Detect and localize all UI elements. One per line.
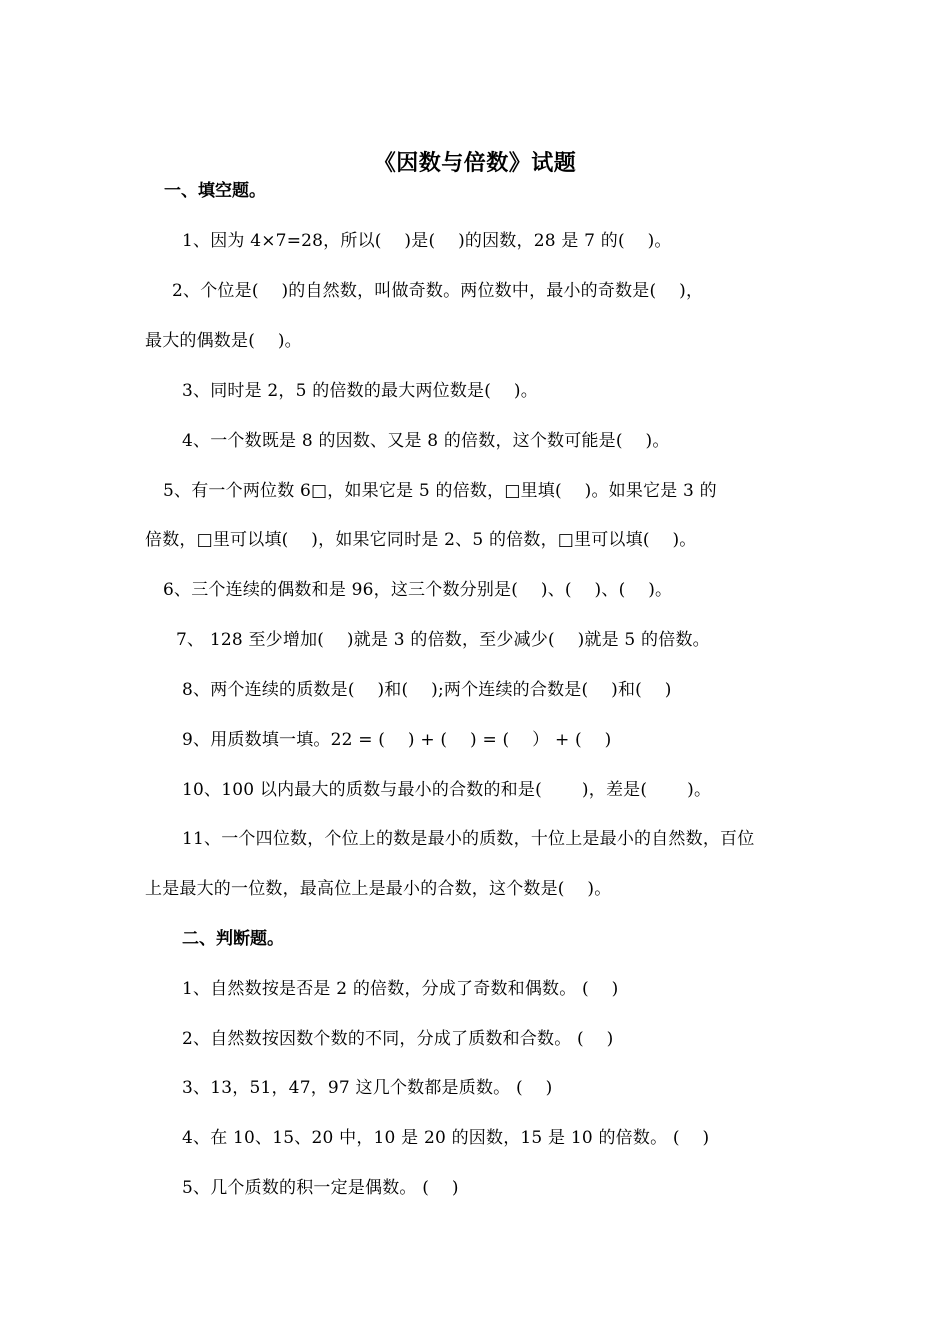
question-line: 10、100 以内最大的质数与最小的合数的和是( )，差是( )。 — [182, 780, 712, 800]
question-line: 3、同时是 2，5 的倍数的最大两位数是( )。 — [182, 381, 538, 401]
question-line: 上是最大的一位数，最高位上是最小的合数，这个数是( )。 — [145, 879, 612, 899]
judgement-line: 3、13，51，47，97 这几个数都是质数。 ( ) — [182, 1078, 553, 1098]
question-line: 9、用质数填一填。22 = ( ) + ( ) = ( ） + ( ) — [182, 730, 612, 750]
page-title: 《因数与倍数》试题 — [373, 150, 577, 176]
question-line: 2、个位是( )的自然数，叫做奇数。两位数中，最小的奇数是( )， — [172, 281, 704, 301]
question-line: 8、两个连续的质数是( )和( );两个连续的合数是( )和( ) — [182, 680, 672, 700]
judgement-line: 5、几个质数的积一定是偶数。 ( ) — [182, 1178, 459, 1198]
question-line: 4、一个数既是 8 的因数、又是 8 的倍数，这个数可能是( )。 — [182, 431, 670, 451]
judgement-line: 2、自然数按因数个数的不同，分成了质数和合数。 ( ) — [182, 1029, 614, 1049]
question-line: 7、 128 至少增加( )就是 3 的倍数，至少减少( )就是 5 的倍数。 — [176, 630, 710, 650]
question-line: 5、有一个两位数 6□，如果它是 5 的倍数，□里填( )。如果它是 3 的 — [163, 481, 717, 501]
question-line: 1、因为 4×7=28，所以( )是( )的因数，28 是 7 的( )。 — [182, 231, 672, 251]
section-heading-true-false: 二、判断题。 — [182, 929, 284, 949]
question-line: 11、一个四位数，个位上的数是最小的质数，十位上是最小的自然数，百位 — [182, 829, 755, 849]
question-line: 6、三个连续的偶数和是 96，这三个数分别是( )、( )、( )。 — [163, 580, 673, 600]
judgement-line: 4、在 10、15、20 中，10 是 20 的因数，15 是 10 的倍数。 ( ) — [182, 1128, 710, 1148]
question-line: 倍数，□里可以填( )，如果它同时是 2、5 的倍数，□里可以填( )。 — [145, 530, 697, 550]
question-line: 最大的偶数是( )。 — [145, 331, 302, 351]
section-heading-fill-blank: 一、填空题。 — [164, 181, 266, 201]
judgement-line: 1、自然数按是否是 2 的倍数，分成了奇数和偶数。 ( ) — [182, 979, 619, 999]
